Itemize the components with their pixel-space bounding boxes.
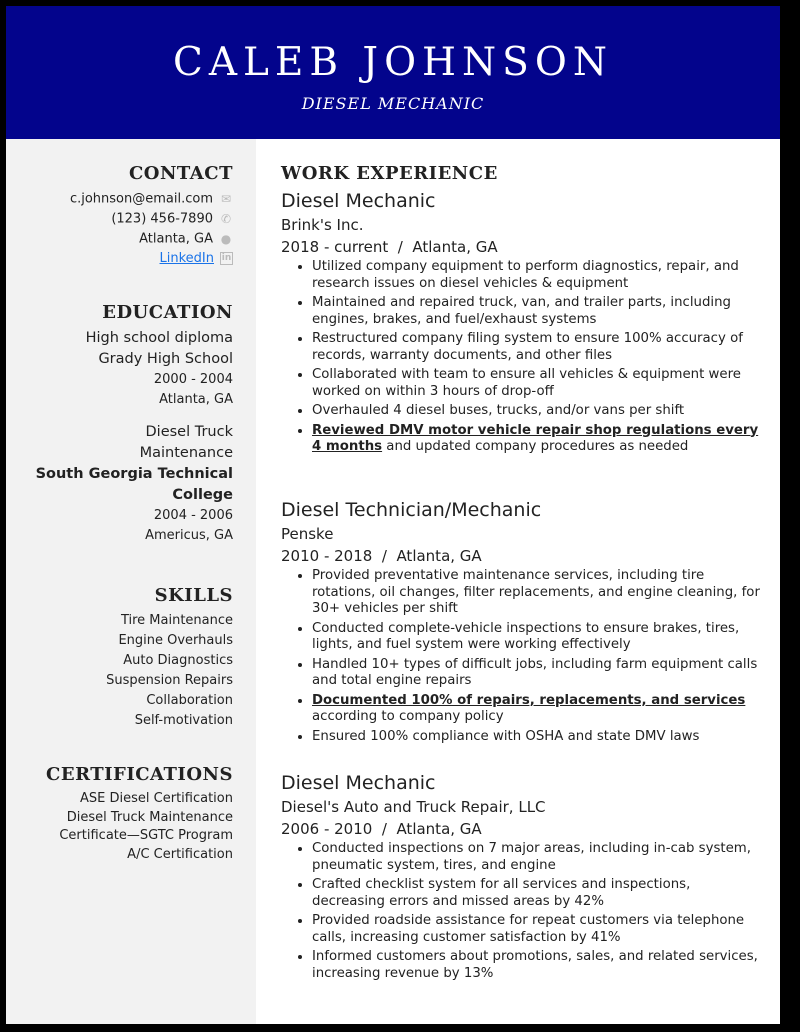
skill-item: Collaboration [146, 693, 233, 708]
contact-section [8, 163, 233, 269]
location-text: Atlanta, GA [139, 231, 213, 247]
job-title: Diesel Technician/Mechanic [281, 499, 542, 521]
edu-school: Grady High School [98, 351, 233, 367]
contact-title: CONTACT [128, 163, 233, 184]
job-bullet: • Ensured 100% compliance with OSHA and state DMV laws [312, 729, 761, 746]
skill-item: Suspension Repairs [106, 673, 233, 688]
job-entry [281, 771, 761, 985]
job-bullet: • Crafted checklist system for all services and inspections, decreasing errors and missed areas by 42% [312, 877, 761, 910]
job-bullet: • Conducted complete-vehicle inspections to ensure brakes, tires, lights, and fuel system were working effectively [312, 621, 761, 654]
job-bullet: • Restructured company filing system to ensure 100% accuracy of records, warranty documents, and other files [312, 331, 761, 364]
job-dates: 2010 - 2018 [281, 547, 373, 565]
highlight-text: Reviewed DMV motor vehicle repair shop regulations every 4 months [312, 422, 759, 454]
certifications-title: CERTIFICATIONS [46, 764, 233, 785]
edu-degree: Diesel Truck [145, 424, 233, 440]
job-bullet-highlight [312, 423, 761, 456]
job-bullet: • Provided preventative maintenance services, including tire rotations, oil changes, filter replacements, and engine cleaning, for 30+ vehicles per shift [312, 568, 761, 618]
job-location: Atlanta, GA [396, 547, 482, 565]
certifications-section [8, 764, 233, 864]
contact-email [8, 189, 233, 209]
job-entry [281, 189, 761, 459]
education-section [8, 302, 233, 546]
edu-location: Atlanta, GA [159, 392, 233, 407]
job-bullet: • Maintained and repaired truck, van, and trailer parts, including engines, brakes, and fuel/exhaust systems [312, 295, 761, 328]
edu-degree: High school diploma [85, 330, 233, 346]
education-title: EDUCATION [102, 302, 233, 323]
highlight-rest: and updated company procedures as needed [382, 439, 689, 454]
job-bullet: • Handled 10+ types of difficult jobs, including farm equipment calls and total engine repairs [312, 657, 761, 690]
phone-icon: ✆ [220, 212, 232, 226]
edu-dates: 2000 - 2004 [153, 372, 233, 387]
work-experience-title: WORK EXPERIENCE [281, 163, 498, 184]
certification-line: Certificate—SGTC Program [59, 828, 233, 843]
highlight-text: Documented 100% of repairs, replacements, and services [312, 692, 746, 708]
job-company: Penske [281, 525, 334, 543]
job-bullets [281, 568, 761, 745]
envelope-icon: ✉ [220, 192, 232, 206]
job-bullet: • Overhauled 4 diesel buses, trucks, and/or vans per shift [312, 403, 761, 420]
skills-title: SKILLS [154, 585, 233, 606]
job-title: Diesel Mechanic [281, 190, 436, 212]
contact-location [8, 229, 233, 249]
skills-section [8, 585, 233, 731]
email-text: c.johnson@email.com [69, 191, 213, 207]
certification-line: A/C Certification [127, 846, 233, 862]
certification-line: ASE Diesel Certification [80, 791, 233, 806]
highlight-rest: according to company policy [312, 709, 504, 724]
resume-header [6, 6, 780, 139]
job-bullet: • Informed customers about promotions, sales, and related services, increasing revenue by 13% [312, 949, 761, 982]
certification-line: Diesel Truck Maintenance [66, 809, 233, 825]
edu-dates: 2004 - 2006 [153, 508, 233, 523]
skill-item: Tire Maintenance [120, 613, 233, 628]
linkedin-link[interactable]: LinkedIn [159, 251, 214, 266]
contact-linkedin[interactable] [8, 249, 233, 269]
job-entry [281, 498, 761, 748]
job-bullet: • Conducted inspections on 7 major areas, including in-cab system, pneumatic system, tires, and engine [312, 841, 761, 874]
job-bullets [281, 259, 761, 456]
job-dates-location: 2006 - 2010 / Atlanta, GA [281, 820, 482, 838]
candidate-role: DIESEL MECHANIC [301, 94, 485, 113]
job-dates: 2006 - 2010 [281, 820, 373, 838]
job-title: Diesel Mechanic [281, 772, 436, 794]
job-location: Atlanta, GA [412, 238, 498, 256]
map-pin-icon: ● [220, 232, 232, 246]
sidebar [6, 139, 256, 1024]
job-location: Atlanta, GA [396, 820, 482, 838]
job-bullet: • Utilized company equipment to perform diagnostics, repair, and research issues on diesel vehicles & equipment [312, 259, 761, 292]
job-dates: 2018 - current [281, 238, 389, 256]
job-bullets [281, 841, 761, 982]
job-dates-location: 2018 - current / Atlanta, GA [281, 238, 498, 256]
edu-location: Americus, GA [145, 528, 233, 543]
phone-text: (123) 456-7890 [111, 211, 213, 227]
edu-school: College [172, 487, 233, 503]
skill-item: Engine Overhauls [118, 633, 233, 648]
skill-item: Auto Diagnostics [123, 653, 233, 668]
job-bullet-highlight [312, 693, 761, 726]
candidate-name: CALEB JOHNSON [173, 40, 613, 85]
job-company: Brink's Inc. [281, 216, 364, 234]
contact-phone [8, 209, 233, 229]
job-bullet: • Collaborated with team to ensure all vehicles & equipment were worked on within 3 hours of drop-off [312, 367, 761, 400]
linkedin-icon: in [221, 253, 232, 263]
skill-item: Self-motivation [134, 713, 233, 728]
job-bullet: • Provided roadside assistance for repeat customers via telephone calls, increasing customer satisfaction by 41% [312, 913, 761, 946]
edu-school: South Georgia Technical [35, 466, 233, 482]
job-company: Diesel's Auto and Truck Repair, LLC [281, 798, 546, 816]
job-dates-location: 2010 - 2018 / Atlanta, GA [281, 547, 482, 565]
resume-page [6, 6, 780, 1024]
edu-degree: Maintenance [139, 445, 233, 461]
